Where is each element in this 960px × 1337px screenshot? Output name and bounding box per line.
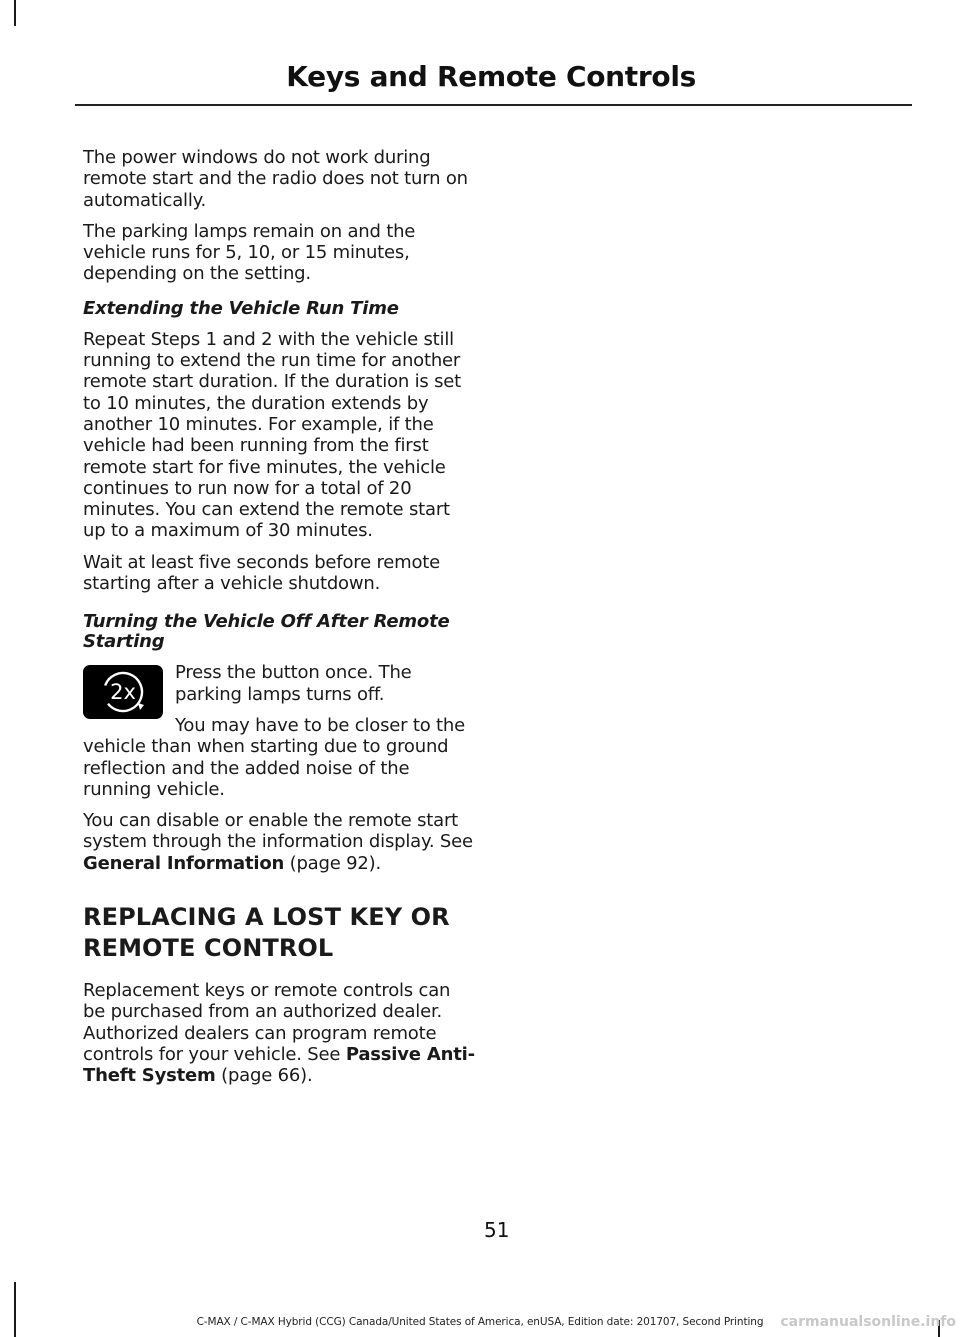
paragraph-disable-remote-start: You can disable or enable the remote start system through the information display. See General Information (page 92). (83, 810, 473, 874)
page-title: Keys and Remote Controls (286, 60, 696, 93)
content-column (83, 147, 475, 1097)
footer-edition-info: C-MAX / C-MAX Hybrid (CCG) Canada/United States of America, enUSA, Edition date: 201707, Second Printing (196, 1316, 764, 1328)
heading-turning-vehicle-off: Turning the Vehicle Off After Remote Starting (83, 611, 450, 653)
paragraph-press-button: Press the button once. The parking lamps turns off. (175, 662, 412, 705)
crop-mark-bottom-left (14, 1282, 16, 1337)
header-rule (75, 104, 912, 106)
paragraph-wait-five-seconds: Wait at least five seconds before remote starting after a vehicle shutdown. (83, 551, 441, 595)
remote-start-2x-icon (83, 665, 163, 719)
link-passive-anti-theft[interactable]: Passive Anti-Theft System (83, 1043, 475, 1087)
watermark: carmanualsonline.info (780, 1314, 956, 1330)
paragraph-replacement-keys: Replacement keys or remote controls can be purchased from an authorized dealer. Authorized dealers can program remote controls for your vehicle. See Passive Anti-Theft System (page 66). (83, 980, 475, 1087)
paragraph-parking-lamps: The parking lamps remain on and the vehicle runs for 5, 10, or 15 minutes, depending on the setting. (83, 220, 416, 285)
crop-mark-top-left (14, 0, 16, 26)
heading-extending-run-time: Extending the Vehicle Run Time (83, 297, 399, 319)
paragraph-power-windows: The power windows do not work during remote start and the radio does not turn on automatically. (83, 147, 468, 211)
heading-replacing-lost-key: REPLACING A LOST KEY OR REMOTE CONTROL (83, 903, 450, 963)
page-number: 51 (484, 1218, 510, 1242)
icon-2x-label: 2x (110, 680, 136, 705)
paragraph-closer-to-vehicle: You may have to be closer to the vehicle than when starting due to ground reflection and the added noise of the running vehicle. (83, 714, 466, 800)
paragraph-repeat-steps: Repeat Steps 1 and 2 with the vehicle still running to extend the run time for another remote start duration. If the duration is set to 10 minutes, the duration extends by another 10 minutes. For example, if the vehicle had been running from the first remote start for five minutes, the vehicle continues to run now for a total of 20 minutes. You can extend the remote start up to a maximum of 30 minutes. (83, 328, 462, 542)
remote-start-instruction (83, 662, 475, 800)
link-general-information[interactable]: General Information (83, 852, 285, 874)
